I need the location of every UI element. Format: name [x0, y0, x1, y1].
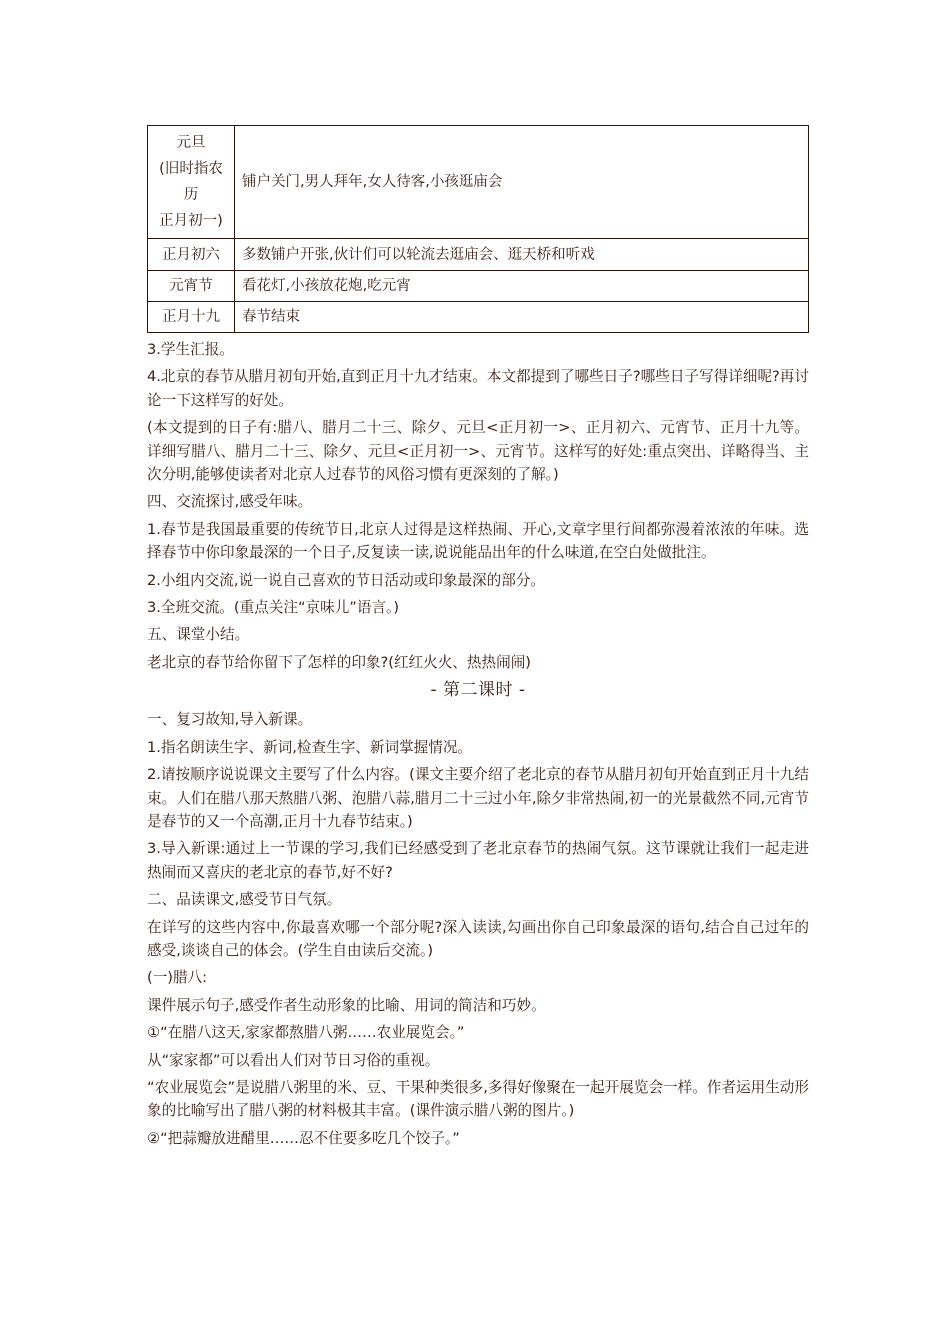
- lesson-heading: - 第二课时 -: [430, 680, 526, 701]
- day-line: 元旦: [176, 135, 206, 151]
- table-cell-day: 正月十九: [148, 302, 235, 333]
- subsection-heading: (一)腊八:: [147, 969, 208, 987]
- day-line: 正月初一): [159, 213, 223, 229]
- table-row: [148, 126, 809, 239]
- paragraph: 2.小组内交流,说一说自己喜欢的节日活动或印象最深的部分。: [147, 571, 546, 589]
- paragraph: 在详写的这些内容中,你最喜欢哪一个部分呢?深入读读,勾画出你自己印象最深的语句,结合自己过年的感受,谈谈自己的体会。(学生自由读后交流。): [147, 918, 809, 959]
- paragraph: 3.导入新课:通过上一节课的学习,我们已经感受到了老北京春节的热闹气氛。这节课就让我们一起走进热闹而又喜庆的老北京的春节,好不好?: [147, 840, 809, 881]
- paragraph: 1.春节是我国最重要的传统节日,北京人过得是这样热闹、开心,文章字里行间都弥漫着浓浓的年味。选择春节中你印象最深的一个日子,反复读一读,说说能品出年的什么味道,在空白处做批注。: [147, 520, 809, 562]
- table-row: [148, 302, 809, 333]
- table-cell-activity: 看花灯,小孩放花炮,吃元宵: [235, 271, 809, 302]
- paragraph: “农业展览会”是说腊八粥里的米、豆、干果种类很多,多得好像聚在一起开展览会一样。作者运用生动形象的比喻写出了腊八粥的材料极其丰富。(课件演示腊八粥的图片。): [147, 1078, 809, 1120]
- table-row: [148, 239, 809, 271]
- paragraph: 1.指名朗读生字、新词,检查生字、新词掌握情况。: [147, 738, 473, 756]
- paragraph: (本文提到的日子有:腊八、腊月二十三、除夕、元旦<正月初一>、正月初六、元宵节、正月十九等。详细写腊八、腊月二十三、除夕、元旦<正月初一>、元宵节。这样写的好处:重点突出、详略得当、主次分明,能够使读者对北京人过春节的风俗习惯有更深刻的了解。): [147, 419, 809, 484]
- section-heading: 二、品读课文,感受节日气氛。: [147, 891, 342, 909]
- paragraph: 从“家家都”可以看出人们对节日习俗的重视。: [147, 1051, 440, 1069]
- paragraph: 老北京的春节给你留下了怎样的印象?(红红火火、热热闹闹): [147, 653, 531, 671]
- table-cell-activity: 春节结束: [235, 302, 809, 333]
- table-cell-activity: 铺户关门,男人拜年,女人待客,小孩逛庙会: [235, 126, 809, 239]
- paragraph: 3.学生汇报。: [147, 341, 234, 358]
- paragraph: 3.全班交流。(重点关注“京味儿”语言。): [147, 599, 400, 617]
- paragraph: 2.请按顺序说说课文主要写了什么内容。(课文主要介绍了老北京的春节从腊月初旬开始直到正月十九结束。人们在腊八那天熬腊八粥、泡腊八蒜,腊月二十三过小年,除夕非常热闹,初一的光景截然不同,元宵节是春节的又一个高潮,正月十九春节结束。): [147, 766, 809, 830]
- day-line: (旧时指农历: [159, 161, 223, 203]
- paragraph: 课件展示句子,感受作者生动形象的比喻、用词的简洁和巧妙。: [147, 996, 546, 1014]
- document-page: [147, 125, 809, 1154]
- document-body: [147, 338, 809, 1150]
- section-heading: 一、复习故知,导入新课。: [147, 711, 313, 729]
- paragraph: 4.北京的春节从腊月初旬开始,直到正月十九才结束。本文都提到了哪些日子?哪些日子写得详细呢?再讨论一下这样写的好处。: [147, 368, 809, 409]
- quote-paragraph: ②“把蒜瓣放进醋里……忍不住要多吃几个饺子。”: [147, 1129, 460, 1147]
- table-cell-day: 正月初六: [148, 239, 235, 271]
- section-heading: 四、交流探讨,感受年味。: [147, 493, 313, 511]
- table-cell-day: [148, 126, 235, 239]
- table-cell-activity: 多数铺户开张,伙计们可以轮流去逛庙会、逛天桥和听戏: [235, 239, 809, 271]
- table-row: [148, 271, 809, 302]
- festival-table: [147, 125, 809, 333]
- section-heading: 五、课堂小结。: [147, 626, 250, 644]
- quote-paragraph: ①“在腊八这天,家家都熬腊八粥……农业展览会。”: [147, 1024, 465, 1042]
- table-cell-day: 元宵节: [148, 271, 235, 302]
